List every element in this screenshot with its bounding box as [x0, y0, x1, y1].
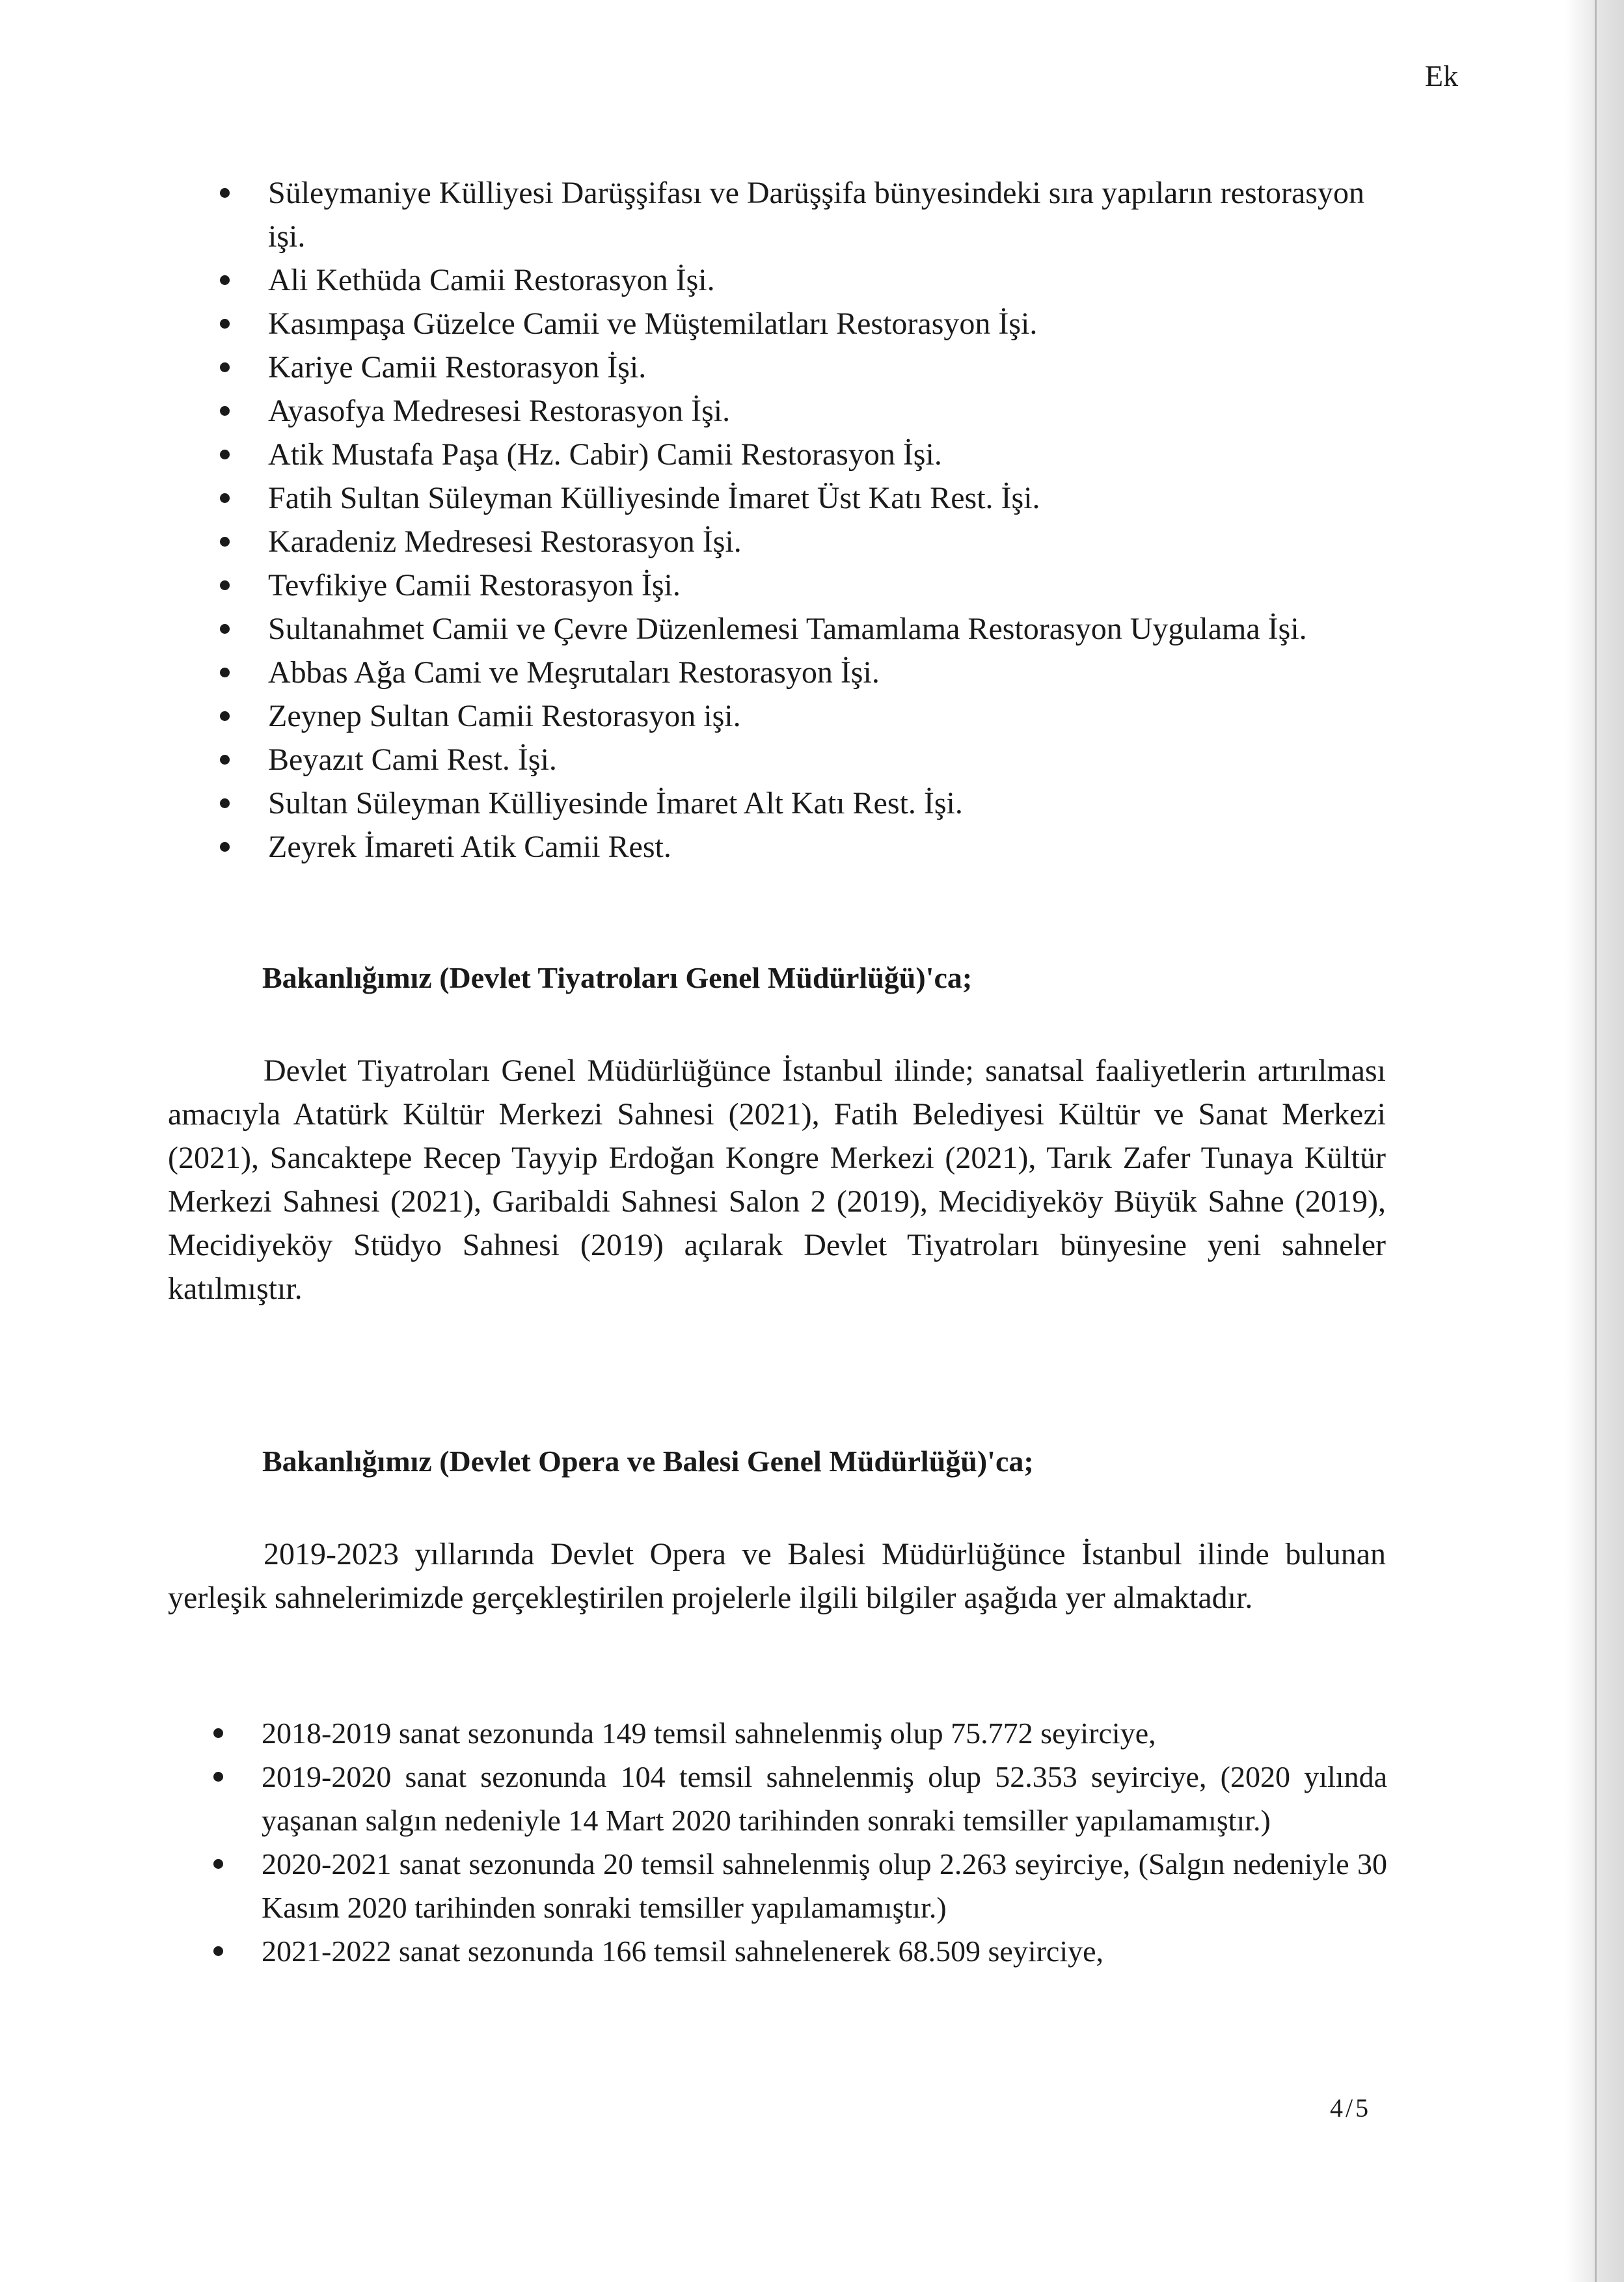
list-item	[268, 171, 1374, 258]
bullet-icon	[213, 1946, 223, 1956]
list-item-text: Kariye Camii Restorasyon İşi.	[268, 350, 647, 385]
bullet-icon	[220, 711, 230, 721]
list-item-text: Ayasofya Medresesi Restorasyon İşi.	[268, 394, 731, 428]
opera-seasons-list	[262, 1711, 1387, 1973]
list-item-text: 2018-2019 sanat sezonunda 149 temsil sahnelenmiş olup 75.772 seyirciye,	[262, 1717, 1156, 1750]
opera-section-heading: Bakanlığımız (Devlet Opera ve Balesi Genel Müdürlüğü)'ca;	[262, 1445, 1034, 1478]
scan-edge-line	[1595, 0, 1597, 2282]
bullet-icon	[220, 450, 230, 459]
list-item-text: 2021-2022 sanat sezonunda 166 temsil sahnelenerek 68.509 seyirciye,	[262, 1935, 1104, 1968]
bullet-icon	[220, 842, 230, 852]
bullet-icon	[220, 537, 230, 547]
restoration-list	[268, 171, 1374, 869]
list-item	[262, 1842, 1387, 1929]
list-item	[268, 258, 1374, 302]
ek-label: Ek	[1425, 59, 1459, 92]
list-item-text: Tevfikiye Camii Restorasyon İşi.	[268, 568, 681, 603]
list-item-text: Atik Mustafa Paşa (Hz. Cabir) Camii Restorasyon İşi.	[268, 437, 942, 472]
bullet-icon	[220, 798, 230, 808]
list-item-text: Beyazıt Cami Rest. İşi.	[268, 742, 557, 777]
bullet-icon	[220, 624, 230, 634]
page-number: 4/5	[1330, 2093, 1372, 2123]
bullet-icon	[220, 580, 230, 590]
list-item-text: 2020-2021 sanat sezonunda 20 temsil sahnelenmiş olup 2.263 seyirciye, (Salgın nedeniyle 30 Kasım 2020 tarihinden sonraki temsiller yapılamamıştır.)	[262, 1847, 1387, 1924]
list-item	[268, 607, 1374, 651]
list-item-text: Fatih Sultan Süleyman Külliyesinde İmaret Üst Katı Rest. İşi.	[268, 481, 1040, 515]
list-item	[262, 1929, 1387, 1973]
list-item	[268, 564, 1374, 607]
list-item-text: 2019-2020 sanat sezonunda 104 temsil sahnelenmiş olup 52.353 seyirciye, (2020 yılında yaşanan salgın nedeniyle 14 Mart 2020 tarihinden sonraki temsiller yapılamamıştır.)	[262, 1760, 1387, 1837]
list-item	[262, 1755, 1387, 1842]
list-item-text: Süleymaniye Külliyesi Darüşşifası ve Darüşşifa bünyesindeki sıra yapıların restorasyon işi.	[268, 176, 1364, 254]
bullet-icon	[213, 1859, 223, 1869]
list-item	[268, 346, 1374, 389]
bullet-icon	[220, 406, 230, 416]
bullet-icon	[220, 668, 230, 677]
list-item	[268, 694, 1374, 738]
bullet-icon	[220, 188, 230, 198]
list-item	[268, 389, 1374, 433]
opera-section-paragraph: 2019-2023 yıllarında Devlet Opera ve Balesi Müdürlüğünce İstanbul ilinde bulunan yerleşik sahnelerimizde gerçekleştirilen projelerle ilgili bilgiler aşağıda yer almaktadır.	[168, 1537, 1386, 1615]
theatre-section-heading: Bakanlığımız (Devlet Tiyatroları Genel Müdürlüğü)'ca;	[262, 961, 973, 994]
list-item	[268, 476, 1374, 520]
bullet-icon	[220, 275, 230, 285]
list-item	[268, 825, 1374, 869]
list-item-text: Karadeniz Medresesi Restorasyon İşi.	[268, 524, 742, 559]
list-item	[268, 433, 1374, 476]
list-item	[268, 520, 1374, 564]
bullet-icon	[220, 493, 230, 503]
list-item-text: Sultan Süleyman Külliyesinde İmaret Alt Katı Rest. İşi.	[268, 786, 963, 821]
bullet-icon	[213, 1772, 223, 1782]
list-item	[268, 781, 1374, 825]
list-item-text: Zeynep Sultan Camii Restorasyon işi.	[268, 699, 741, 733]
list-item	[262, 1711, 1387, 1755]
bullet-icon	[213, 1728, 223, 1738]
list-item-text: Sultanahmet Camii ve Çevre Düzenlemesi Tamamlama Restorasyon Uygulama İşi.	[268, 612, 1307, 646]
list-item-text: Kasımpaşa Güzelce Camii ve Müştemilatları Restorasyon İşi.	[268, 306, 1038, 341]
list-item-text: Ali Kethüda Camii Restorasyon İşi.	[268, 263, 715, 297]
bullet-icon	[220, 319, 230, 329]
list-item-text: Abbas Ağa Cami ve Meşrutaları Restorasyon İşi.	[268, 655, 880, 690]
bullet-icon	[220, 755, 230, 765]
list-item-text: Zeyrek İmareti Atik Camii Rest.	[268, 830, 671, 864]
theatre-section-paragraph: Devlet Tiyatroları Genel Müdürlüğünce İstanbul ilinde; sanatsal faaliyetlerin artırılması amacıyla Atatürk Kültür Merkezi Sahnesi (2021), Fatih Belediyesi Kültür ve Sanat Merkezi (2021), Sancaktepe Recep Tayyip Erdoğan Kongre Merkezi (2021), Tarık Zafer Tunaya Kültür Merkezi Sahnesi (2021), Garibaldi Sahnesi Salon 2 (2019), Mecidiyeköy Büyük Sahne (2019), Mecidiyeköy Stüdyo Sahnesi (2019) açılarak Devlet Tiyatroları bünyesine yeni sahneler katılmıştır.	[168, 1053, 1386, 1306]
bullet-icon	[220, 362, 230, 372]
list-item	[268, 738, 1374, 781]
list-item	[268, 302, 1374, 346]
list-item	[268, 651, 1374, 694]
